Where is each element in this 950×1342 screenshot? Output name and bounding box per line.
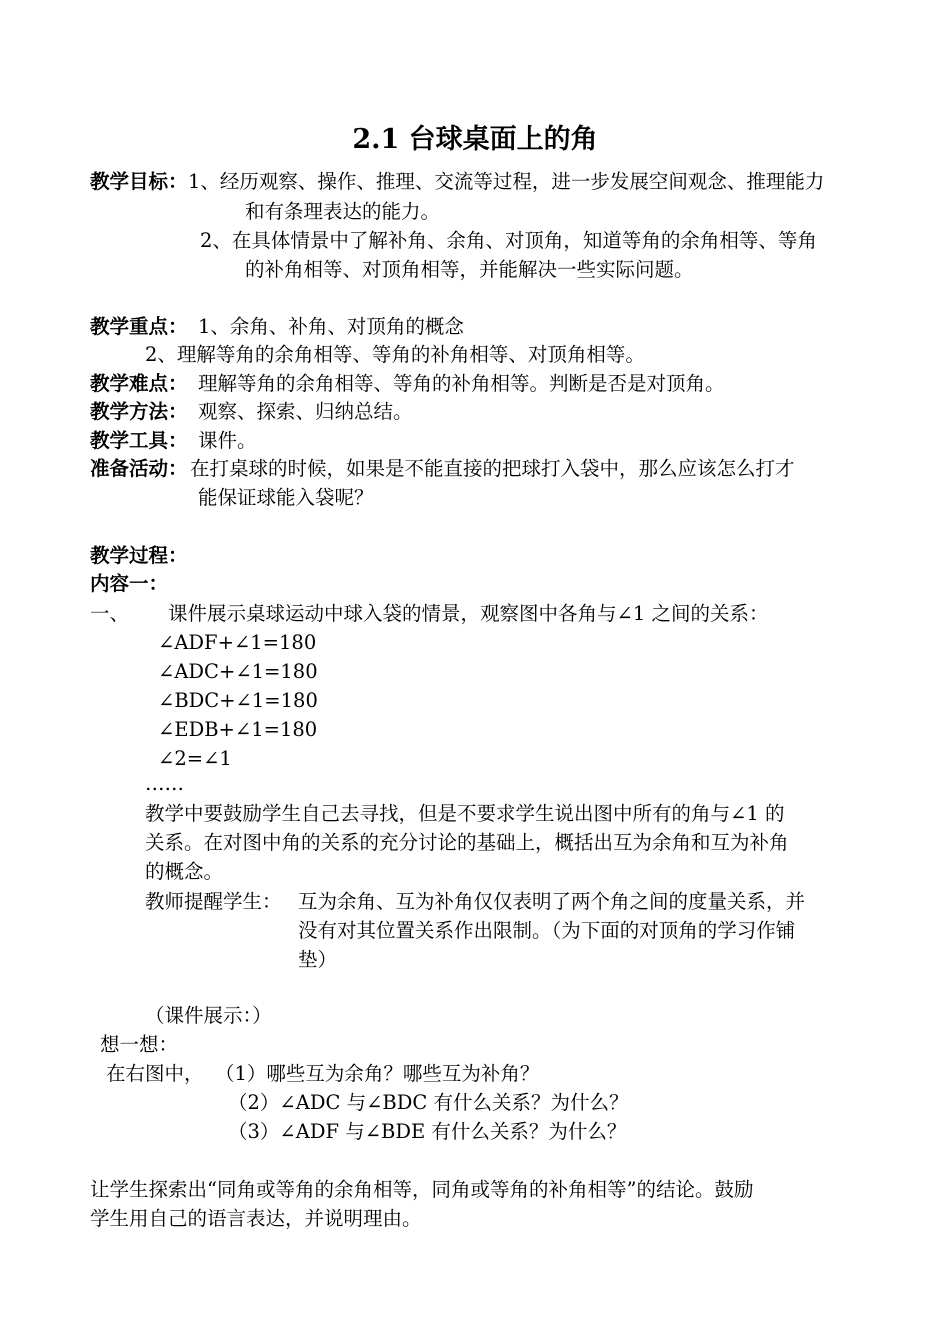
para1-line1: 教学中要鼓励学生自己去寻找，但是不要求学生说出图中所有的角与∠1 的 — [145, 802, 785, 825]
reminder-line3: 垫） — [298, 948, 338, 971]
conclusion-line2: 学生用自己的语言表达，并说明理由。 — [90, 1207, 422, 1230]
preparation-label: 准备活动： — [90, 457, 188, 480]
para1-line2: 关系。在对图中角的关系的充分讨论的基础上，概括出互为余角和互为补角 — [145, 831, 789, 854]
reminder-label: 教师提醒学生： — [145, 890, 282, 913]
relation-4: ∠EDB+∠1=180 — [158, 718, 318, 741]
step-text: 课件展示桌球运动中球入袋的情景，观察图中各角与∠1 之间的关系： — [168, 602, 769, 625]
key-points-item1: 1、余角、补角、对顶角的概念 — [198, 315, 464, 338]
relation-5: ∠2=∠1 — [158, 747, 232, 770]
question-3: （3）∠ADF 与∠BDE 有什么关系？为什么？ — [228, 1120, 627, 1143]
conclusion-line1: 让学生探索出“同角或等角的余角相等，同角或等角的补角相等”的结论。鼓励 — [90, 1178, 754, 1201]
key-points-label: 教学重点： — [90, 315, 188, 338]
think-title: 想一想： — [100, 1033, 179, 1056]
relation-1: ∠ADF+∠1=180 — [158, 631, 317, 654]
tools-label: 教学工具： — [90, 429, 188, 452]
courseware-note: （课件展示：） — [145, 1004, 272, 1027]
reminder-line2: 没有对其位置关系作出限制。（为下面的对顶角的学习作铺 — [298, 919, 796, 942]
difficulty-label: 教学难点： — [90, 372, 188, 395]
content-heading: 内容一： — [90, 572, 169, 595]
preparation-line2: 能保证球能入袋呢？ — [198, 486, 374, 509]
objectives-item1-line2: 和有条理表达的能力。 — [245, 200, 441, 223]
objectives-item1-line1: 1、经历观察、操作、推理、交流等过程，进一步发展空间观念、推理能力 — [188, 170, 825, 193]
method-text: 观察、探索、归纳总结。 — [198, 400, 413, 423]
method-label: 教学方法： — [90, 400, 188, 423]
reminder-line1: 互为余角、互为补角仅仅表明了两个角之间的度量关系，并 — [298, 890, 806, 913]
objectives-item2-line2: 的补角相等、对顶角相等，并能解决一些实际问题。 — [245, 258, 694, 281]
para1-line3: 的概念。 — [145, 860, 224, 883]
tools-text: 课件。 — [198, 429, 257, 452]
question-2: （2）∠ADC 与∠BDC 有什么关系？为什么？ — [228, 1091, 629, 1114]
question-1: （1）哪些互为余角？哪些互为补角？ — [215, 1062, 540, 1085]
step-marker: 一、 — [90, 602, 130, 625]
difficulty-text: 理解等角的余角相等、等角的补角相等。判断是否是对顶角。 — [198, 372, 725, 395]
relation-2: ∠ADC+∠1=180 — [158, 660, 318, 683]
objectives-item2-line1: 2、在具体情景中了解补角、余角、对顶角，知道等角的余角相等、等角 — [200, 229, 817, 252]
objectives-label: 教学目标： — [90, 170, 188, 193]
preparation-line1: 在打桌球的时候，如果是不能直接的把球打入袋中，那么应该怎么打才 — [190, 457, 795, 480]
ellipsis: …… — [145, 772, 184, 795]
page-title: 2.1 台球桌面上的角 — [352, 124, 598, 155]
think-intro: 在右图中， — [106, 1062, 204, 1085]
process-heading: 教学过程： — [90, 544, 188, 567]
key-points-item2: 2、理解等角的余角相等、等角的补角相等、对顶角相等。 — [145, 343, 645, 366]
relation-3: ∠BDC+∠1=180 — [158, 689, 318, 712]
